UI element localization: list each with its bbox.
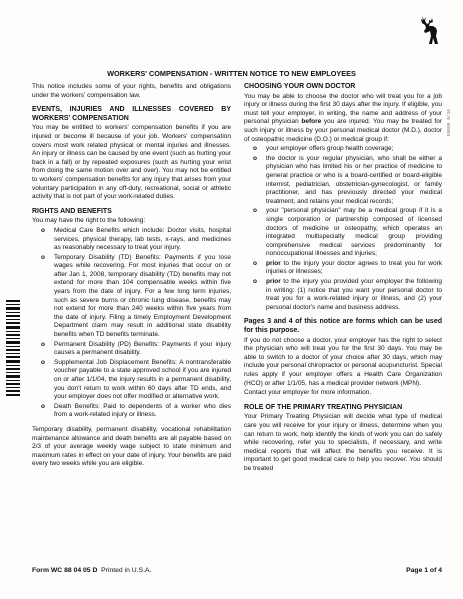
contact-employer-line: Contact your employer for more information. (244, 389, 372, 397)
benefit-text: Death Benefits: Paid to dependents of a worker who dies from a work-related injury or illness. (54, 402, 231, 419)
benefit-text: Supplemental Job Displacement Benefits: A nontransferable voucher payable to a state approved school if you are injured on or after 1/1/04, the injury results in a permanent disability, you don't return to work within 60 days after TD ends, and your employer does not offer modified or alternative work. (54, 358, 231, 401)
heading-covered-events: EVENTS, INJURIES AND ILLNESSES COVERED BY WORKERS' COMPENSATION (32, 106, 231, 122)
emphasis-before: before (301, 118, 322, 126)
condition-text: your "personal physician" may be a medical group if it is a single corporation or partnership composed of licensed doctors of medicine or osteopathy, which operates an integrated multispecialty medical group providing comprehensive medical services predominantly for nonoccupational illnesses and injuries; (266, 207, 442, 258)
emphasis-prior: prior (266, 259, 281, 267)
barcode (6, 300, 20, 396)
list-item (244, 155, 442, 207)
bullet-marker: o (253, 278, 257, 286)
bullet-marker: o (253, 145, 257, 153)
rights-lead: You may have the right to the following: (32, 217, 146, 225)
heading-rights-benefits: RIGHTS AND BENEFITS (32, 207, 112, 215)
covered-events-paragraph: You may be entitled to workers' compensation benefits if you are injured or become ill because of your job. Workers' compensation covers most work related physical or mental injuries and illnesses. An injury or illness can be caused by one event (such as hurting your back in a fall) or by repeated exposures (such as hurting your wrist from doing the same motion over and over). You may not be entitled to workers' compensation benefits for any injury that arises from your voluntary participation in any off-duty, recreational, social or athletic activity that is not part of your work-related duties. (32, 124, 231, 201)
bullet-marker: o (253, 259, 257, 267)
bullet-marker: o (41, 358, 45, 366)
text-segment: You may be able to choose the doctor who will treat you for a job injury or illness during the first 30 days after the injury. If eligible, you must tell your employer, in writing, the name and address of your personal physician (244, 92, 442, 126)
choosing-doctor-paragraph (244, 93, 442, 145)
text-segment: you are injured. You may be treated for such injury or illness by your personal medical doctor (M.D.), doctor of osteopathic medicine (D.O.) or medical group if: (244, 118, 442, 143)
bullet-marker: o (41, 402, 45, 410)
primary-physician-paragraph: Your Primary Treating Physician will decide what type of medical care you will receive for your injury or illness, determine when you can return to work, help identify the kinds of work you can do safely while recovering, refer you to specialists, if necessary, and write medical reports that will affect the benefits you receive. It is important to get good medical care to help you recover. You should be treated (244, 413, 442, 472)
heading-choosing-doctor: CHOOSING YOUR OWN DOCTOR (244, 83, 356, 90)
employer-selection-paragraph: If you do not choose a doctor, your employer has the right to select the physician who will treat you for the first 30 days. You may be able to switch to a doctor of your choice after 30 days, which may include your personal chiropractor or personal acupuncturist. Special rules apply if your employer offers a Health Care Organization (HCO) or after 1/1/05, has a medical provider network (MPN). (244, 336, 442, 387)
list-item (32, 254, 231, 340)
doctor-conditions-list (244, 145, 442, 312)
left-column (32, 83, 231, 475)
condition-text: the doctor is your regular physician, who shall be either a physician who has limited his or her practice of medicine to general practice or who is a board-certified or board-eligible internist, pediatrician, obstetrician-gynecologist, or family practitioner, and has previously directed your medical treatment, and retains your medical records; (266, 154, 442, 205)
condition-text: your employer offers group health coverage; (266, 145, 394, 153)
right-column (244, 83, 442, 480)
document-code: E0000 9/16 (447, 108, 452, 136)
document-title: WORKERS' COMPENSATION - WRITTEN NOTICE TO NEW EMPLOYEES (107, 69, 356, 78)
bullet-marker: o (41, 226, 45, 234)
form-label: Form WC 88 04 05 D (32, 567, 98, 574)
benefits-closing-paragraph: Temporary disability, permanent disability, vocational rehabilitation maintenance allowance and death benefits are all payable based on 2/3 of your average weekly wage subject to state minimum and maximum rates in effect on your date of injury. Your benefits are paid every two weeks while you are eligible. (32, 425, 231, 468)
page-number: Page 1 of 4 (406, 567, 442, 574)
benefits-list (32, 227, 231, 420)
forms-note: Pages 3 and 4 of this notice are forms which can be used for this purpose. (244, 318, 442, 335)
list-item (244, 207, 442, 259)
stag-logo (413, 14, 443, 46)
condition-text: to the injury you provided your employer the following in writing: (1) notice that you want your personal doctor to treat you for a work-related injury or illness, and (2) your personal doctor's name and business address. (266, 278, 442, 311)
list-item (32, 227, 231, 253)
benefit-text: Medical Care Benefits which include: Doctor visits, hospital services, physical therapy, lab tests, x-rays, and medicines as reasonably necessary to treat your injury. (54, 226, 231, 252)
bullet-marker: o (41, 340, 45, 348)
intro-paragraph: This notice includes some of your rights, benefits and obligations under the workers' compensation law. (32, 83, 231, 99)
bullet-marker: o (41, 253, 45, 261)
bullet-marker: o (253, 207, 257, 215)
printed-in: Printed in U.S.A. (101, 567, 152, 574)
emphasis-prior: prior (266, 278, 281, 286)
condition-text: to the injury your doctor agrees to treat you for work injuries or illnesses; (266, 259, 442, 276)
list-item (244, 260, 442, 277)
form-number (32, 567, 151, 574)
list-item (32, 341, 231, 358)
list-item (244, 278, 442, 312)
bullet-marker: o (253, 154, 257, 162)
benefit-text: Temporary Disability (TD) Benefits: Payments if you lose wages while recovering. For most injuries that occur on or after Jan 1, 2008, temporary disability (TD) benefits may not extend for more than 104 compensable weeks within five years from the date of injury. For a few long term injuries, such as severe burns or chronic lung disease, benefits may not extend for more than 240 weeks within five years from the date of injury. Filing a timely Employment Development Department claim may result in additional state disability benefits when TD benefits terminate. (54, 253, 231, 339)
list-item (32, 403, 231, 420)
list-item (32, 359, 231, 402)
list-item (244, 145, 442, 154)
benefit-text: Permanent Disability (PD) Benefits: Payments if your injury causes a permanent disability. (54, 340, 231, 357)
heading-primary-physician: ROLE OF THE PRIMARY TREATING PHYSICIAN (244, 403, 403, 411)
